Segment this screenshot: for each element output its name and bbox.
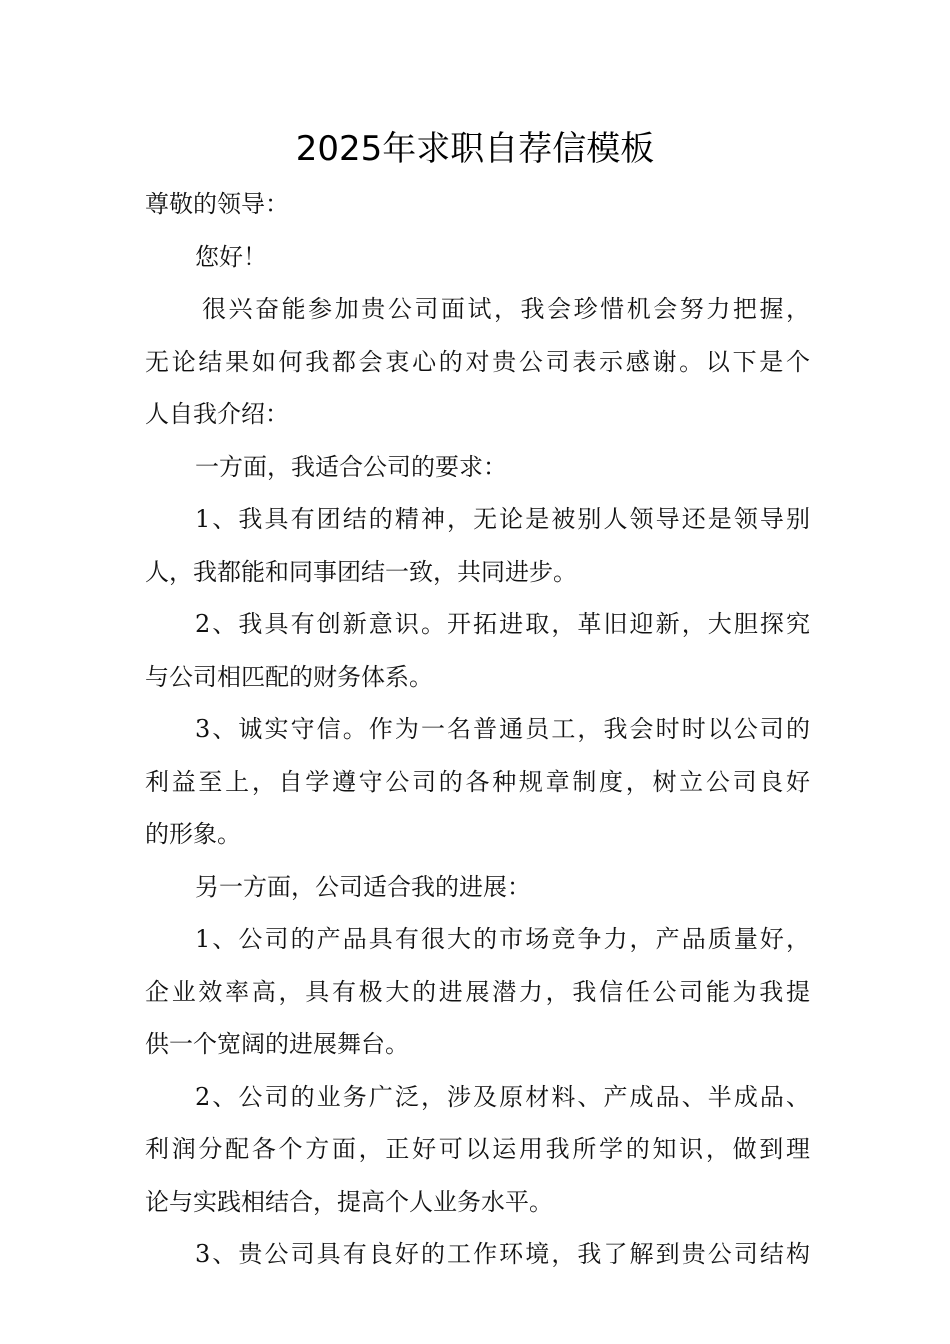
paragraph-line: 2、我具有创新意识。开拓进取，革旧迎新，大胆探究 bbox=[195, 610, 810, 638]
salutation: 尊敬的领导： bbox=[145, 190, 289, 218]
paragraph-line: 与公司相匹配的财务体系。 bbox=[145, 662, 433, 691]
paragraph-line: 人，我都能和同事团结一致，共同进步。 bbox=[145, 557, 577, 586]
paragraph-line: 利润分配各个方面，正好可以运用我所学的知识，做到理 bbox=[145, 1135, 810, 1163]
paragraph-line: 无论结果如何我都会衷心的对贵公司表示感谢。以下是个 bbox=[145, 347, 810, 376]
section-heading: 一方面，我适合公司的要求： bbox=[195, 452, 507, 481]
paragraph-line: 论与实践相结合，提高个人业务水平。 bbox=[145, 1187, 553, 1216]
paragraph-line: 企业效率高，具有极大的进展潜力，我信任公司能为我提 bbox=[145, 977, 810, 1006]
paragraph-line: 3、诚实守信。作为一名普通员工，我会时时以公司的 bbox=[195, 715, 810, 743]
paragraph-line: 供一个宽阔的进展舞台。 bbox=[145, 1030, 409, 1058]
greeting: 您好！ bbox=[195, 242, 267, 271]
paragraph-line: 1、我具有团结的精神，无论是被别人领导还是领导别 bbox=[195, 505, 810, 533]
paragraph-line: 很兴奋能参加贵公司面试，我会珍惜机会努力把握， bbox=[202, 295, 810, 323]
document-title: 2025年求职自荐信模板 bbox=[295, 129, 655, 169]
paragraph-line: 2、公司的业务广泛，涉及原材料、产成品、半成品、 bbox=[195, 1082, 810, 1111]
paragraph-line: 人自我介绍： bbox=[145, 400, 289, 428]
section-heading: 另一方面，公司适合我的进展： bbox=[195, 872, 531, 901]
paragraph-line: 3、贵公司具有良好的工作环境，我了解到贵公司结构 bbox=[195, 1240, 810, 1268]
paragraph-line: 的形象。 bbox=[145, 820, 241, 848]
paragraph-line: 利益至上，自学遵守公司的各种规章制度，树立公司良好 bbox=[145, 767, 810, 796]
paragraph-line: 1、公司的产品具有很大的市场竞争力，产品质量好， bbox=[195, 925, 810, 953]
letter-body bbox=[145, 178, 810, 1281]
